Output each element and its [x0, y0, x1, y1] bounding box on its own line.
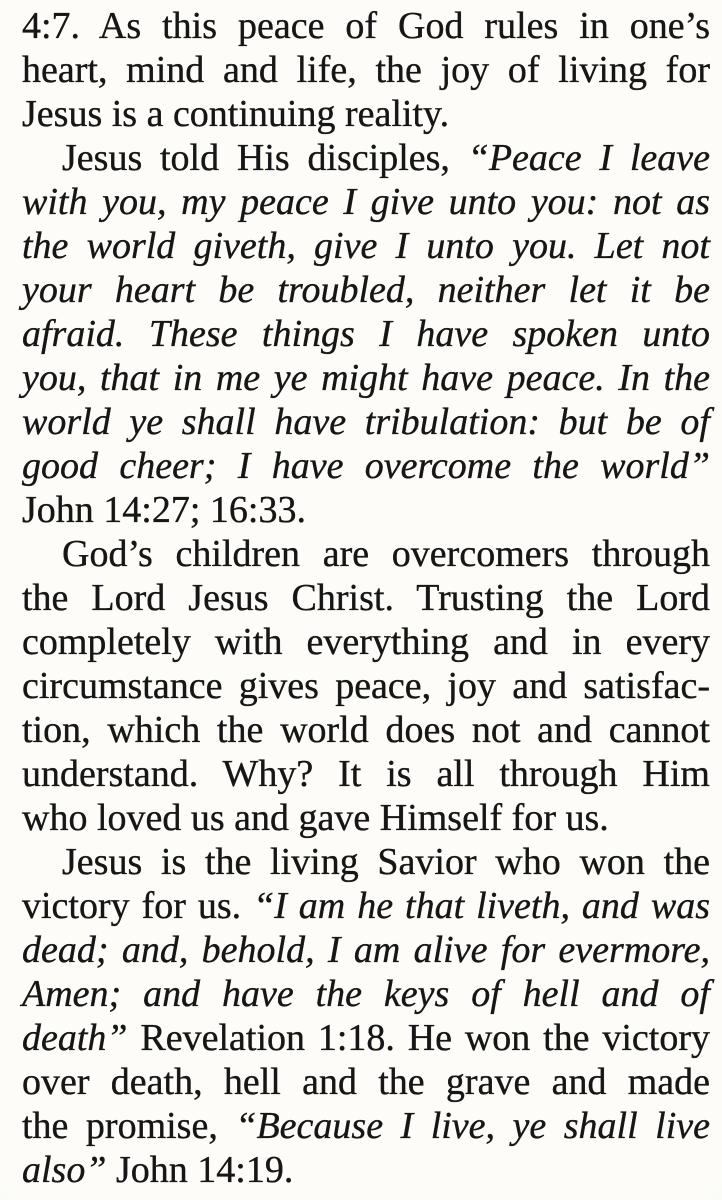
text-line: [22, 576, 710, 620]
body-text-run: God’s children are overcomers through: [62, 533, 710, 575]
text-line: [22, 840, 710, 884]
quoted-scripture-run: world ye shall have tribulation: but be of: [22, 401, 710, 443]
text-line: [22, 268, 710, 312]
text-line: [22, 532, 710, 576]
text-line: [22, 1016, 710, 1060]
text-line: [22, 48, 710, 92]
text-line: [22, 972, 710, 1016]
text-line: [22, 444, 710, 488]
body-text-run: John 14:19.: [106, 1149, 294, 1191]
body-text-run: victory for us.: [22, 885, 254, 927]
text-line: [22, 224, 710, 268]
quoted-scripture-run: you, that in me ye might have peace. In the: [22, 357, 710, 399]
text-line: [22, 928, 710, 972]
body-text-run: the Lord Jesus Christ. Trusting the Lord: [22, 577, 710, 619]
text-line: [22, 312, 710, 356]
text-line: [22, 1104, 710, 1148]
living-savior-paragraph: [22, 840, 710, 1192]
text-line: [22, 1060, 710, 1104]
body-text-run: completely with everything and in every: [22, 621, 710, 663]
quoted-scripture-run: Amen; and have the keys of hell and of: [22, 973, 710, 1015]
text-line: [22, 1148, 710, 1192]
body-text-run: tion, which the world does not and cannot: [22, 709, 710, 751]
text-line: [22, 708, 710, 752]
quoted-scripture-run: your heart be troubled, neither let it be: [22, 269, 710, 311]
text-line: [22, 620, 710, 664]
text-line: [22, 752, 710, 796]
quoted-scripture-run: “Peace I leave: [467, 137, 710, 179]
body-text-run: the promise,: [22, 1105, 236, 1147]
body-text-run: 4:7. As this peace of God rules in one’s: [22, 5, 710, 47]
text-line: [22, 4, 710, 48]
text-line: [22, 488, 710, 532]
quoted-scripture-run: with you, my peace I give unto you: not as: [22, 181, 710, 223]
body-text-run: Revelation 1:18. He won the victory: [127, 1017, 710, 1059]
quoted-scripture-run: the world giveth, give I unto you. Let not: [22, 225, 710, 267]
quoted-scripture-run: good cheer; I have overcome the world”: [22, 445, 710, 487]
text-line: [22, 356, 710, 400]
quoted-scripture-run: also”: [22, 1149, 107, 1191]
body-text-run: Jesus is the living Savior who won the: [62, 841, 710, 883]
text-line: [22, 92, 710, 136]
quoted-scripture-run: “I am he that liveth, and was: [253, 885, 710, 927]
text-column: [22, 4, 710, 1192]
text-line: [22, 884, 710, 928]
peace-continuation-paragraph: [22, 4, 710, 136]
text-line: [22, 400, 710, 444]
overcomers-paragraph: [22, 532, 710, 840]
quoted-scripture-run: death”: [22, 1017, 128, 1059]
text-line: [22, 180, 710, 224]
body-text-run: circumstance gives peace, joy and satisfac-: [22, 665, 710, 707]
quoted-scripture-run: “Because I live, ye shall live: [235, 1105, 710, 1147]
text-line: [22, 136, 710, 180]
quoted-scripture-run: dead; and, behold, I am alive for evermore,: [22, 929, 710, 971]
body-text-run: over death, hell and the grave and made: [22, 1061, 710, 1103]
body-text-run: Jesus told His disciples,: [62, 137, 468, 179]
body-text-run: understand. Why? It is all through Him: [22, 753, 710, 795]
text-line: [22, 796, 710, 840]
body-text-run: who loved us and gave Himself for us.: [22, 797, 609, 839]
body-text-run: Jesus is a continuing reality.: [22, 93, 450, 135]
peace-promise-paragraph: [22, 136, 710, 532]
quoted-scripture-run: afraid. These things I have spoken unto: [22, 313, 710, 355]
body-text-run: John 14:27; 16:33.: [22, 489, 306, 531]
body-text-run: heart, mind and life, the joy of living for: [22, 49, 710, 91]
text-line: [22, 664, 710, 708]
